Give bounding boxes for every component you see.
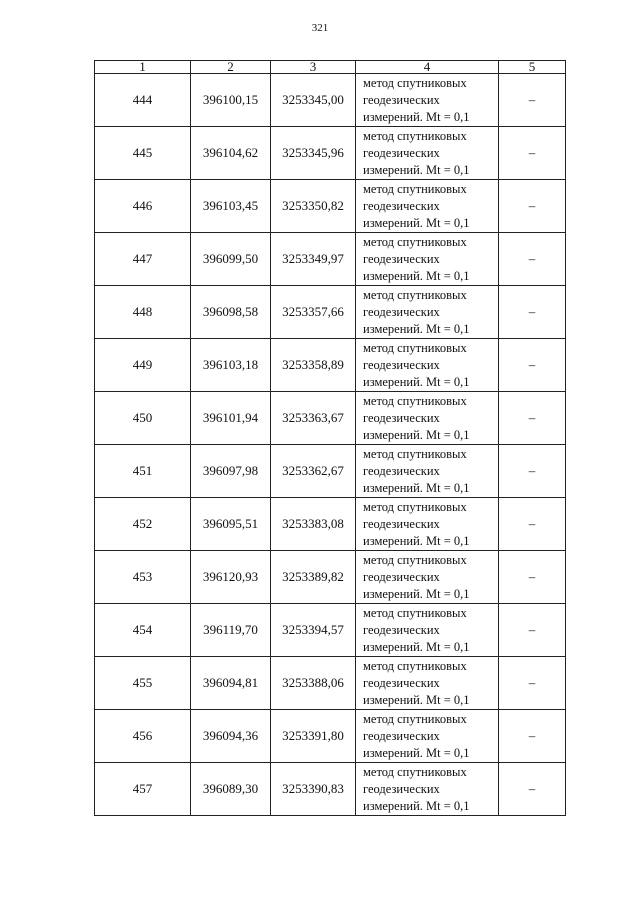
column-header: 2	[191, 61, 271, 74]
method-line: метод спутниковых	[363, 446, 467, 461]
method-line: метод спутниковых	[363, 340, 467, 355]
method-line: измерений. Mt = 0,1	[363, 268, 470, 283]
table-row	[95, 286, 566, 339]
note-cell: –	[499, 498, 566, 551]
y-coordinate-cell: 3253390,83	[271, 763, 356, 816]
y-coordinate-cell: 3253349,97	[271, 233, 356, 286]
x-coordinate-cell: 396120,93	[191, 551, 271, 604]
x-coordinate-cell: 396101,94	[191, 392, 271, 445]
method-line: измерений. Mt = 0,1	[363, 639, 470, 654]
point-number-cell: 451	[95, 445, 191, 498]
table-row	[95, 233, 566, 286]
table-row	[95, 445, 566, 498]
table-row	[95, 127, 566, 180]
x-coordinate-cell: 396119,70	[191, 604, 271, 657]
method-line: измерений. Mt = 0,1	[363, 215, 470, 230]
method-line: метод спутниковых	[363, 287, 467, 302]
method-line: геодезических	[363, 622, 440, 637]
table-row	[95, 604, 566, 657]
y-coordinate-cell: 3253357,66	[271, 286, 356, 339]
method-line: геодезических	[363, 357, 440, 372]
method-line: метод спутниковых	[363, 658, 467, 673]
method-cell	[356, 233, 499, 286]
method-line: измерений. Mt = 0,1	[363, 162, 470, 177]
table-row	[95, 657, 566, 710]
method-cell	[356, 604, 499, 657]
method-line: геодезических	[363, 728, 440, 743]
method-line: геодезических	[363, 92, 440, 107]
method-line: измерений. Mt = 0,1	[363, 321, 470, 336]
x-coordinate-cell: 396098,58	[191, 286, 271, 339]
y-coordinate-cell: 3253391,80	[271, 710, 356, 763]
column-header: 4	[356, 61, 499, 74]
point-number-cell: 449	[95, 339, 191, 392]
note-cell: –	[499, 657, 566, 710]
x-coordinate-cell: 396104,62	[191, 127, 271, 180]
method-line: геодезических	[363, 198, 440, 213]
point-number-cell: 447	[95, 233, 191, 286]
method-line: измерений. Mt = 0,1	[363, 374, 470, 389]
method-line: метод спутниковых	[363, 711, 467, 726]
method-line: измерений. Mt = 0,1	[363, 480, 470, 495]
point-number-cell: 455	[95, 657, 191, 710]
method-line: геодезических	[363, 675, 440, 690]
point-number-cell: 444	[95, 74, 191, 127]
method-cell	[356, 445, 499, 498]
note-cell: –	[499, 445, 566, 498]
x-coordinate-cell: 396094,36	[191, 710, 271, 763]
method-line: геодезических	[363, 463, 440, 478]
note-cell: –	[499, 180, 566, 233]
table-row	[95, 180, 566, 233]
method-line: геодезических	[363, 516, 440, 531]
coordinates-table	[94, 60, 566, 816]
method-line: измерений. Mt = 0,1	[363, 798, 470, 813]
point-number-cell: 446	[95, 180, 191, 233]
method-line: метод спутниковых	[363, 499, 467, 514]
method-cell	[356, 763, 499, 816]
note-cell: –	[499, 763, 566, 816]
note-cell: –	[499, 339, 566, 392]
method-line: геодезических	[363, 251, 440, 266]
note-cell: –	[499, 551, 566, 604]
y-coordinate-cell: 3253350,82	[271, 180, 356, 233]
method-line: метод спутниковых	[363, 234, 467, 249]
method-cell	[356, 657, 499, 710]
x-coordinate-cell: 396099,50	[191, 233, 271, 286]
column-header: 5	[499, 61, 566, 74]
point-number-cell: 456	[95, 710, 191, 763]
table-row	[95, 392, 566, 445]
method-line: метод спутниковых	[363, 764, 467, 779]
y-coordinate-cell: 3253388,06	[271, 657, 356, 710]
table-row	[95, 551, 566, 604]
note-cell: –	[499, 604, 566, 657]
method-cell	[356, 498, 499, 551]
table-body	[95, 74, 566, 816]
method-cell	[356, 710, 499, 763]
method-line: метод спутниковых	[363, 75, 467, 90]
y-coordinate-cell: 3253345,96	[271, 127, 356, 180]
y-coordinate-cell: 3253362,67	[271, 445, 356, 498]
method-line: измерений. Mt = 0,1	[363, 533, 470, 548]
method-cell	[356, 127, 499, 180]
method-line: метод спутниковых	[363, 128, 467, 143]
method-line: измерений. Mt = 0,1	[363, 745, 470, 760]
point-number-cell: 445	[95, 127, 191, 180]
table-row	[95, 74, 566, 127]
note-cell: –	[499, 74, 566, 127]
method-line: геодезических	[363, 781, 440, 796]
point-number-cell: 450	[95, 392, 191, 445]
note-cell: –	[499, 710, 566, 763]
x-coordinate-cell: 396089,30	[191, 763, 271, 816]
table-row	[95, 498, 566, 551]
method-cell	[356, 74, 499, 127]
method-cell	[356, 286, 499, 339]
point-number-cell: 457	[95, 763, 191, 816]
column-header: 1	[95, 61, 191, 74]
method-line: измерений. Mt = 0,1	[363, 427, 470, 442]
method-line: измерений. Mt = 0,1	[363, 692, 470, 707]
x-coordinate-cell: 396103,18	[191, 339, 271, 392]
note-cell: –	[499, 392, 566, 445]
method-line: измерений. Mt = 0,1	[363, 109, 470, 124]
method-line: метод спутниковых	[363, 605, 467, 620]
point-number-cell: 453	[95, 551, 191, 604]
note-cell: –	[499, 127, 566, 180]
method-cell	[356, 392, 499, 445]
table-header-row	[95, 61, 566, 74]
y-coordinate-cell: 3253389,82	[271, 551, 356, 604]
method-line: метод спутниковых	[363, 552, 467, 567]
method-line: геодезических	[363, 304, 440, 319]
table-row	[95, 763, 566, 816]
page-number: 321	[311, 22, 329, 34]
method-cell	[356, 180, 499, 233]
point-number-cell: 452	[95, 498, 191, 551]
method-cell	[356, 339, 499, 392]
y-coordinate-cell: 3253394,57	[271, 604, 356, 657]
x-coordinate-cell: 396097,98	[191, 445, 271, 498]
method-cell	[356, 551, 499, 604]
y-coordinate-cell: 3253345,00	[271, 74, 356, 127]
y-coordinate-cell: 3253358,89	[271, 339, 356, 392]
method-line: измерений. Mt = 0,1	[363, 586, 470, 601]
point-number-cell: 448	[95, 286, 191, 339]
note-cell: –	[499, 233, 566, 286]
note-cell: –	[499, 286, 566, 339]
method-line: геодезических	[363, 145, 440, 160]
column-header: 3	[271, 61, 356, 74]
y-coordinate-cell: 3253363,67	[271, 392, 356, 445]
table-row	[95, 710, 566, 763]
method-line: метод спутниковых	[363, 393, 467, 408]
method-line: геодезических	[363, 410, 440, 425]
x-coordinate-cell: 396095,51	[191, 498, 271, 551]
x-coordinate-cell: 396103,45	[191, 180, 271, 233]
table-row	[95, 339, 566, 392]
method-line: метод спутниковых	[363, 181, 467, 196]
x-coordinate-cell: 396100,15	[191, 74, 271, 127]
point-number-cell: 454	[95, 604, 191, 657]
y-coordinate-cell: 3253383,08	[271, 498, 356, 551]
method-line: геодезических	[363, 569, 440, 584]
x-coordinate-cell: 396094,81	[191, 657, 271, 710]
